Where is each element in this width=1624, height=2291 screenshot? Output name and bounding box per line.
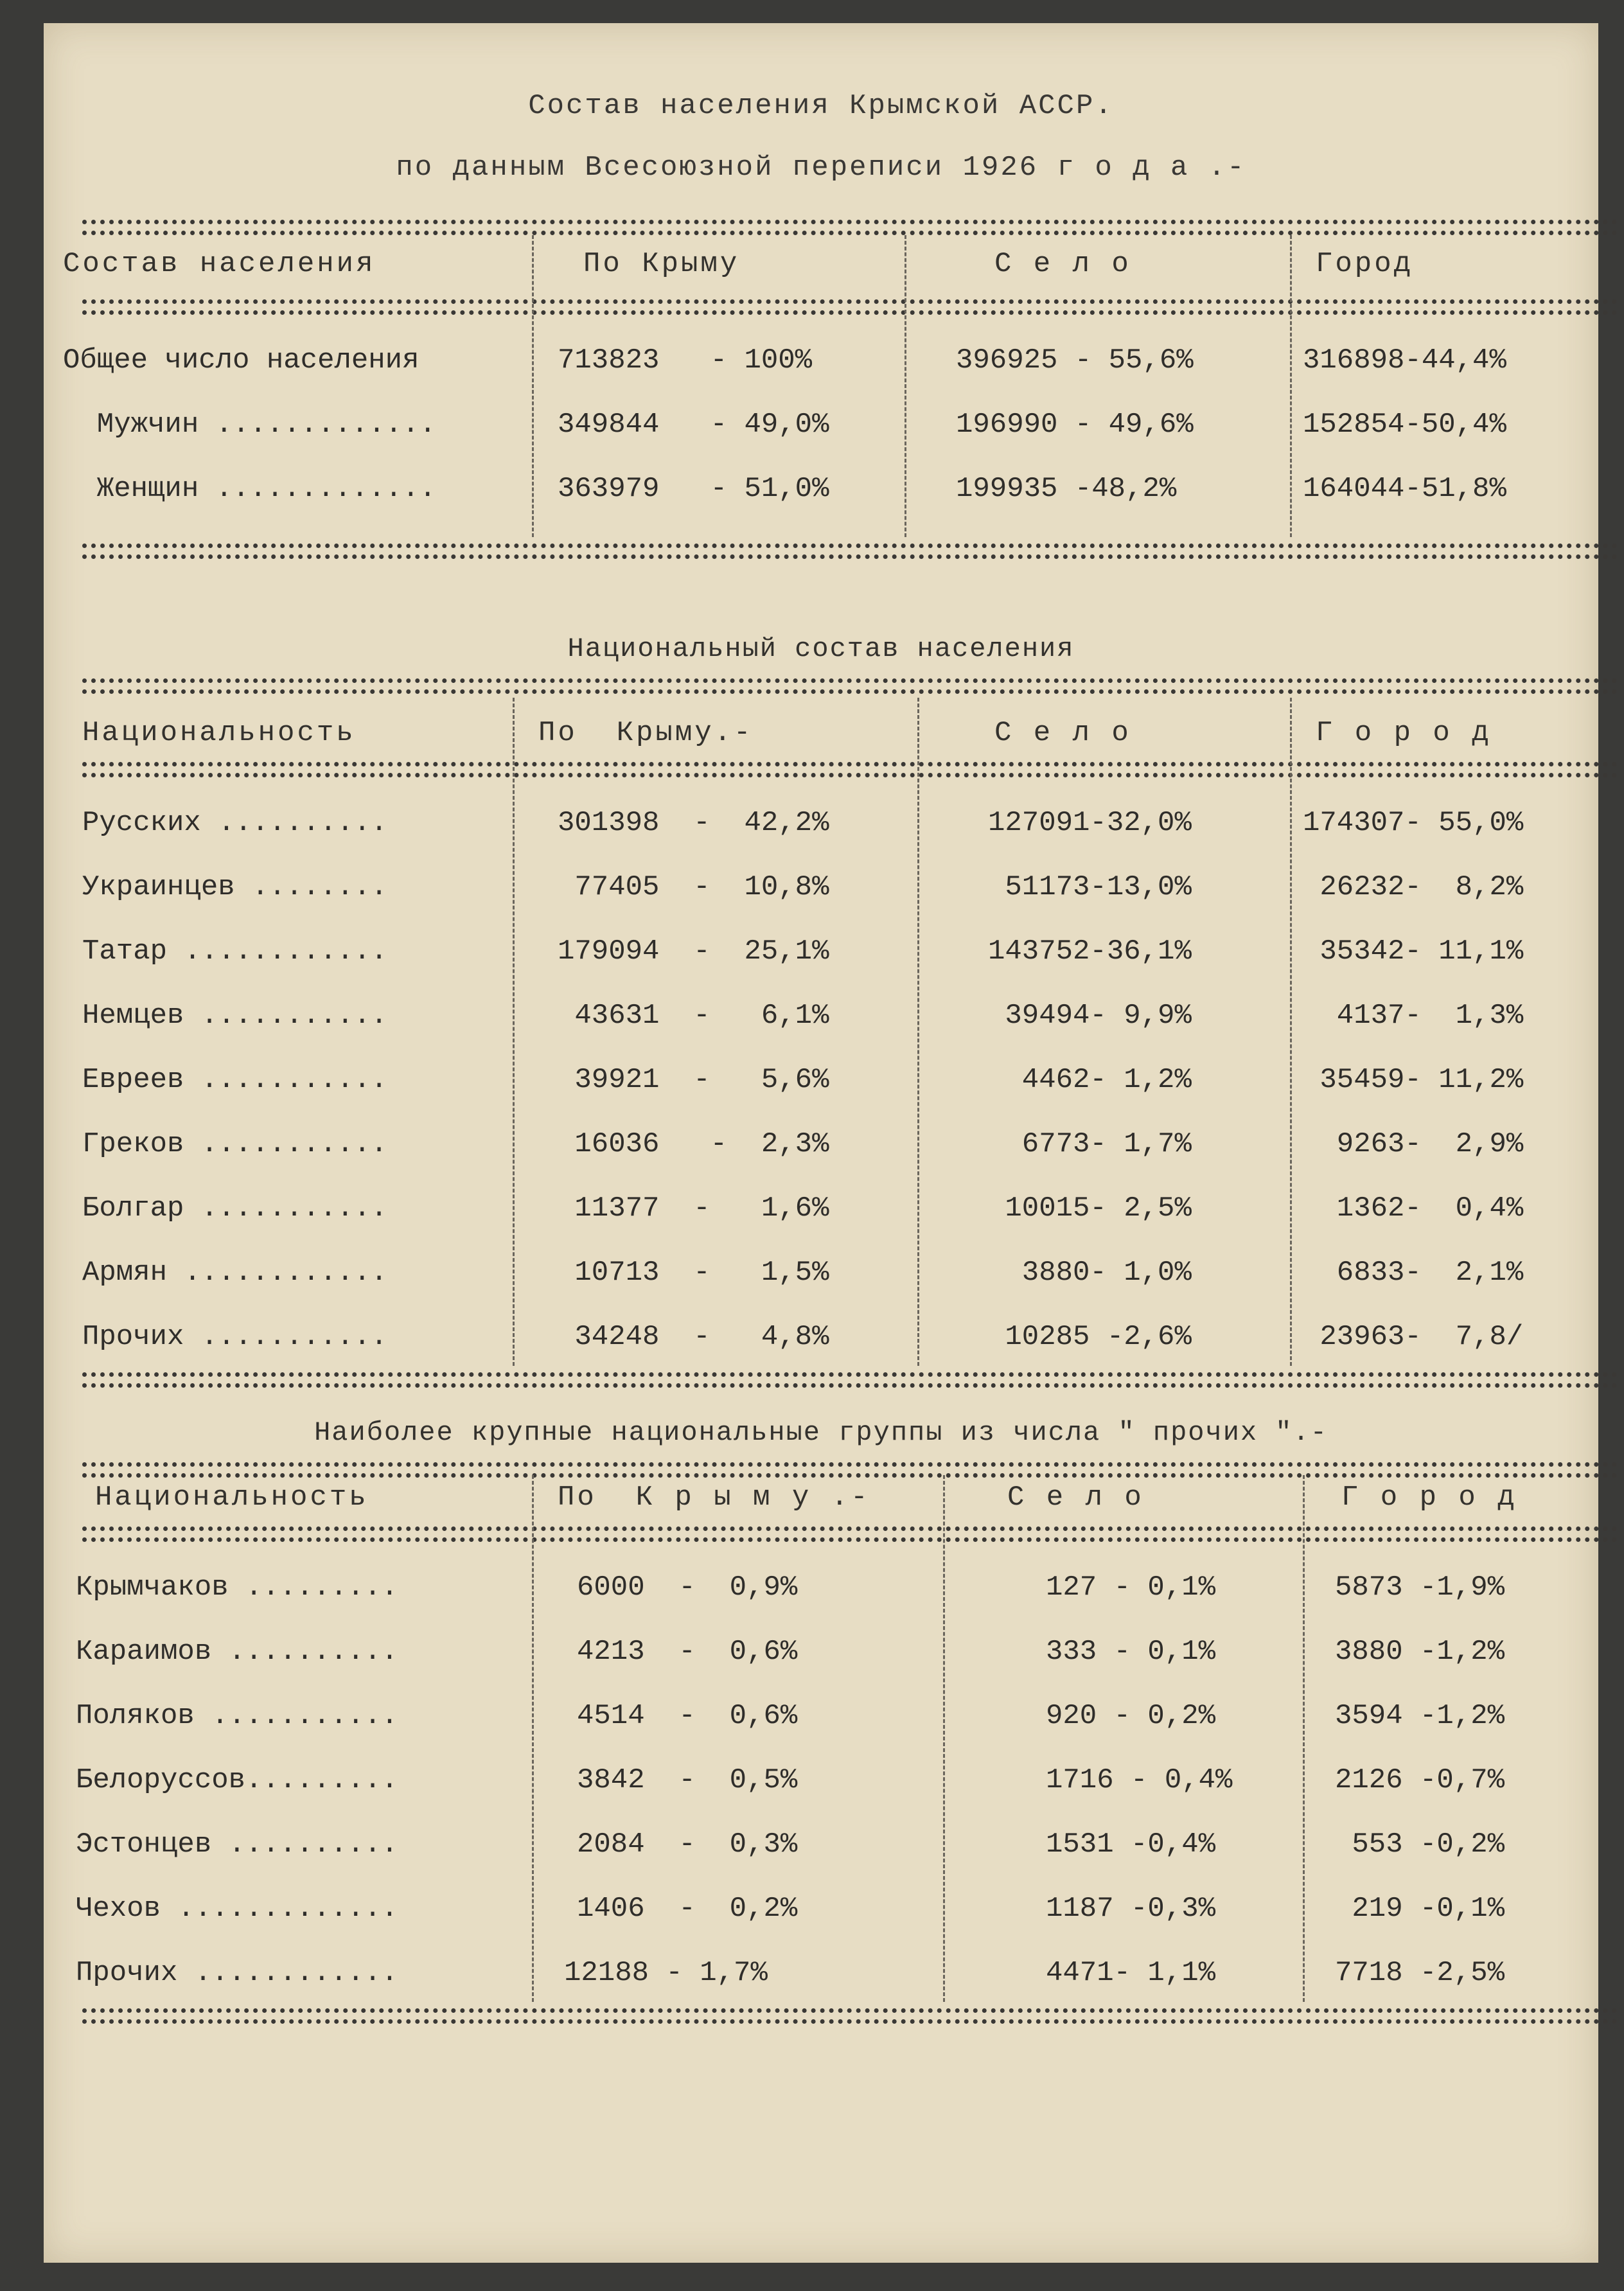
row-crimea: 363979 - 51,0%	[558, 473, 829, 505]
row-label: Украинцев ........	[82, 871, 388, 903]
table2-row	[44, 1064, 1598, 1109]
row-label: Женщин .............	[63, 473, 436, 505]
table3-row	[44, 1957, 1598, 2002]
row-city: 3880 -1,2%	[1335, 1636, 1505, 1668]
table2-top-rule	[82, 678, 1618, 694]
table3-header-row	[44, 1482, 1598, 1526]
table2-header-rule	[82, 762, 1618, 777]
row-village: 333 - 0,1%	[1046, 1636, 1216, 1668]
table3-row	[44, 1700, 1598, 1745]
row-crimea: 6000 - 0,9%	[577, 1571, 798, 1604]
row-crimea: 39921 - 5,6%	[558, 1064, 829, 1096]
table1-row	[44, 409, 1598, 454]
table3-header-nationality: Национальность	[95, 1482, 369, 1514]
row-crimea: 77405 - 10,8%	[558, 871, 829, 903]
table2-header-nationality: Национальность	[82, 717, 356, 749]
row-label: Евреев ...........	[82, 1064, 388, 1096]
row-crimea: 10713 - 1,5%	[558, 1257, 829, 1289]
row-label: Чехов .............	[76, 1893, 398, 1925]
row-village: 39494- 9,9%	[988, 1000, 1192, 1032]
row-label: Поляков ...........	[76, 1700, 398, 1732]
row-crimea: 3842 - 0,5%	[577, 1764, 798, 1796]
row-city: 9263- 2,9%	[1303, 1128, 1524, 1160]
row-city: 6833- 2,1%	[1303, 1257, 1524, 1289]
table2-row	[44, 1192, 1598, 1237]
table1-header-row	[44, 248, 1598, 293]
row-crimea: 43631 - 6,1%	[558, 1000, 829, 1032]
row-city: 26232- 8,2%	[1303, 871, 1524, 903]
table1-top-rule	[82, 220, 1618, 235]
table2-row	[44, 1321, 1598, 1366]
table3-row	[44, 1828, 1598, 1873]
row-city: 2126 -0,7%	[1335, 1764, 1505, 1796]
row-label: Белоруссов.........	[76, 1764, 398, 1796]
row-crimea: 179094 - 25,1%	[558, 935, 829, 968]
row-crimea: 12188 - 1,7%	[564, 1957, 768, 1989]
row-village: 1187 -0,3%	[1046, 1893, 1216, 1925]
row-village: 196990 - 49,6%	[956, 409, 1194, 441]
row-village: 127091-32,0%	[988, 807, 1192, 839]
table3-bottom-rule	[82, 2008, 1618, 2024]
row-city: 35342- 11,1%	[1303, 935, 1524, 968]
row-village: 10015- 2,5%	[988, 1192, 1192, 1225]
table2-header-village: С е л о	[994, 717, 1131, 749]
table1-header-category: Состав населения	[63, 248, 376, 280]
row-village: 127 - 0,1%	[1046, 1571, 1216, 1604]
row-crimea: 301398 - 42,2%	[558, 807, 829, 839]
row-crimea: 34248 - 4,8%	[558, 1321, 829, 1353]
row-label: Прочих ...........	[82, 1321, 388, 1353]
row-village: 1716 - 0,4%	[1046, 1764, 1233, 1796]
document-title: Состав населения Крымской АССР.	[528, 90, 1114, 122]
row-label: Прочих ............	[76, 1957, 398, 1989]
table1-header-village: С е л о	[994, 248, 1131, 280]
document-subtitle: по данным Всесоюзной переписи 1926 г о д а .-	[396, 152, 1246, 184]
row-crimea: 4514 - 0,6%	[577, 1700, 798, 1732]
row-label: Общее число населения	[63, 344, 419, 376]
table2-bottom-rule	[82, 1372, 1618, 1388]
row-village: 51173-13,0%	[988, 871, 1192, 903]
table2-header-city: Г о р о д	[1316, 717, 1492, 749]
row-city: 23963- 7,8/	[1303, 1321, 1524, 1353]
table3-header-crimea: По К р ы м у .-	[558, 1482, 870, 1514]
row-city: 5873 -1,9%	[1335, 1571, 1505, 1604]
row-village: 6773- 1,7%	[988, 1128, 1192, 1160]
row-village: 1531 -0,4%	[1046, 1828, 1216, 1861]
row-label: Болгар ...........	[82, 1192, 388, 1225]
table3-header-rule	[82, 1526, 1618, 1542]
table1-bottom-rule	[82, 544, 1618, 559]
row-city: 219 -0,1%	[1335, 1893, 1505, 1925]
row-label: Русских ..........	[82, 807, 388, 839]
table2-row	[44, 807, 1598, 852]
table3-header-village: С е л о	[1007, 1482, 1144, 1514]
table2-header-row	[44, 717, 1598, 762]
row-city: 152854-50,4%	[1303, 409, 1506, 441]
row-city: 1362- 0,4%	[1303, 1192, 1524, 1225]
row-label: Мужчин .............	[63, 409, 436, 441]
row-crimea: 16036 - 2,3%	[558, 1128, 829, 1160]
row-label: Немцев ...........	[82, 1000, 388, 1032]
table1-header-rule	[82, 299, 1618, 315]
table3-row	[44, 1893, 1598, 1938]
table1-row	[44, 344, 1598, 389]
document-sheet	[44, 23, 1598, 2263]
row-crimea: 1406 - 0,2%	[577, 1893, 798, 1925]
row-city: 7718 -2,5%	[1335, 1957, 1505, 1989]
row-village: 143752-36,1%	[988, 935, 1192, 968]
table3-row	[44, 1764, 1598, 1809]
table2-row	[44, 871, 1598, 916]
table2-row	[44, 1257, 1598, 1302]
row-crimea: 713823 - 100%	[558, 344, 813, 376]
row-village: 4462- 1,2%	[988, 1064, 1192, 1096]
row-crimea: 349844 - 49,0%	[558, 409, 829, 441]
row-crimea: 2084 - 0,3%	[577, 1828, 798, 1861]
row-village: 396925 - 55,6%	[956, 344, 1194, 376]
table2-row	[44, 1000, 1598, 1045]
row-village: 3880- 1,0%	[988, 1257, 1192, 1289]
row-label: Эстонцев ..........	[76, 1828, 398, 1861]
table1-header-crimea: По Крыму	[583, 248, 740, 280]
table2-title: Национальный состав населения	[567, 633, 1075, 664]
row-label: Армян ............	[82, 1257, 388, 1289]
row-label: Караимов ..........	[76, 1636, 398, 1668]
table1-row	[44, 473, 1598, 518]
row-city: 3594 -1,2%	[1335, 1700, 1505, 1732]
table3-top-rule	[82, 1462, 1618, 1478]
row-city: 553 -0,2%	[1335, 1828, 1505, 1861]
row-crimea: 11377 - 1,6%	[558, 1192, 829, 1225]
row-village: 10285 -2,6%	[988, 1321, 1192, 1353]
row-city: 35459- 11,2%	[1303, 1064, 1524, 1096]
row-village: 199935 -48,2%	[956, 473, 1177, 505]
table3-header-city: Г о р о д	[1341, 1482, 1517, 1514]
table3-row	[44, 1636, 1598, 1681]
row-label: Татар ............	[82, 935, 388, 968]
row-city: 174307- 55,0%	[1303, 807, 1524, 839]
row-crimea: 4213 - 0,6%	[577, 1636, 798, 1668]
row-city: 4137- 1,3%	[1303, 1000, 1524, 1032]
table2-row	[44, 1128, 1598, 1173]
table1-header-city: Город	[1316, 248, 1414, 280]
table3-title: Наиболее крупные национальные группы из числа " прочих ".-	[314, 1417, 1328, 1448]
row-city: 316898-44,4%	[1303, 344, 1506, 376]
row-label: Крымчаков .........	[76, 1571, 398, 1604]
table2-row	[44, 935, 1598, 980]
table3-row	[44, 1571, 1598, 1616]
table2-header-crimea: По Крыму.-	[538, 717, 754, 749]
row-label: Греков ...........	[82, 1128, 388, 1160]
row-village: 920 - 0,2%	[1046, 1700, 1216, 1732]
row-city: 164044-51,8%	[1303, 473, 1506, 505]
row-village: 4471- 1,1%	[1046, 1957, 1216, 1989]
